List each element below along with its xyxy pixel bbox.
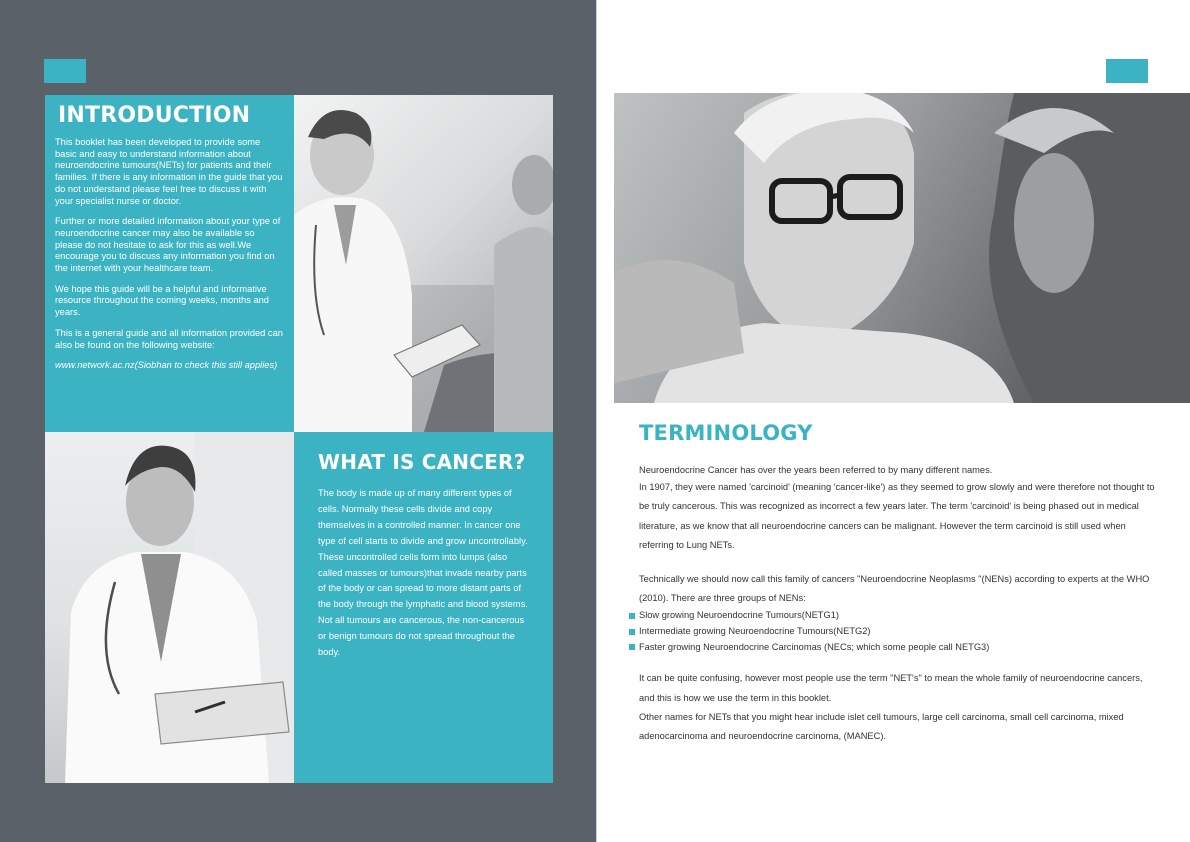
terminology-paragraph: Technically we should now call this family of cancers "Neuroendocrine Neoplasms "(NENs) according to experts at the WHO (2010). There are three groups of NENs: <box>639 573 1150 604</box>
intro-paragraph: We hope this guide will be a helpful and informative resource throughout the coming weeks, months and years. <box>55 283 269 318</box>
square-bullet-icon <box>629 629 635 635</box>
elderly-patient-photo <box>614 93 1190 403</box>
doctor-with-tablet-illustration <box>294 95 553 432</box>
intro-paragraph: This booklet has been developed to provide some basic and easy to understand information about neuroendocrine tumours(NETs) for patients and their families. If there is any information in the guide that you do not understand please feel free to discuss it with your specialist nurse or doctor. <box>55 137 283 206</box>
terminology-heading: TERMINOLOGY <box>639 421 813 445</box>
right-page <box>596 0 1190 842</box>
intro-paragraph: This is a general guide and all information provided can also be found on the following website: <box>55 327 283 350</box>
elderly-patient-illustration <box>614 93 1190 403</box>
terminology-paragraph: It can be quite confusing, however most people use the term "NET's" to mean the whole family of neuroendocrine cancers, and this is how we use the term in this booklet. <box>639 673 1143 703</box>
list-item: Slow growing Neuroendocrine Tumours(NETG1) <box>629 608 1159 624</box>
list-item: Faster growing Neuroendocrine Carcinomas (NECs; which some people call NETG3) <box>629 640 1159 656</box>
page-tab-marker <box>44 59 86 83</box>
list-item: Intermediate growing Neuroendocrine Tumours(NETG2) <box>629 624 1159 640</box>
nen-groups-list <box>629 608 1159 655</box>
terminology-paragraph: Neuroendocrine Cancer has over the years been referred to by many different names. <box>639 465 993 475</box>
terminology-paragraph: Other names for NETs that you might hear include islet cell tumours, large cell carcinoma, small cell carcinoma, mixed adenocarcinoma and neuroendocrine carcinoma, (MANEC). <box>639 712 1124 742</box>
square-bullet-icon <box>629 613 635 619</box>
introduction-panel <box>45 95 294 432</box>
doctor-with-clipboard-photo <box>45 432 294 783</box>
what-is-cancer-body: The body is made up of many different types of cells. Normally these cells divide and copy themselves in a controlled manner. In cancer one type of cell starts to divide and grow uncontrollably. These uncontrolled cells form into lumps (also called masses or tumours)that invade nearby parts of the body or can spread to more distant parts of the body through the lymphatic and blood systems. Not all tumours are cancerous, the non-cancerous or benign tumours do not spread throughout the body. <box>318 488 528 658</box>
intro-website-link[interactable]: www.network.ac.nz(Siobhan to check this still applies) <box>55 360 278 371</box>
what-is-cancer-panel <box>294 432 553 783</box>
terminology-paragraph: In 1907, they were named 'carcinoid' (meaning 'cancer-like') as they seemed to grow slowly and were therefore not thought to be truly cancerous. This was recognized as incorrect a few years later. The term 'carcinoid' is being phased out in medical literature, as we know that all neuroendocrine cancers can be malignant. However the term carcinoid is still used when referring to Lung NETs. <box>639 482 1155 551</box>
page-tab-marker <box>1106 59 1148 83</box>
what-is-cancer-heading: WHAT IS CANCER? <box>318 450 526 474</box>
terminology-section <box>639 420 1159 747</box>
introduction-heading: INTRODUCTION <box>58 103 251 128</box>
doctor-with-tablet-photo <box>294 95 553 432</box>
intro-paragraph: Further or more detailed information about your type of neuroendocrine cancer may also be available so please do not hesitate to ask for this as well.We encourage you to discuss any information you find on the internet with your healthcare team. <box>55 216 281 274</box>
square-bullet-icon <box>629 644 635 650</box>
doctor-with-clipboard-illustration <box>45 432 294 783</box>
